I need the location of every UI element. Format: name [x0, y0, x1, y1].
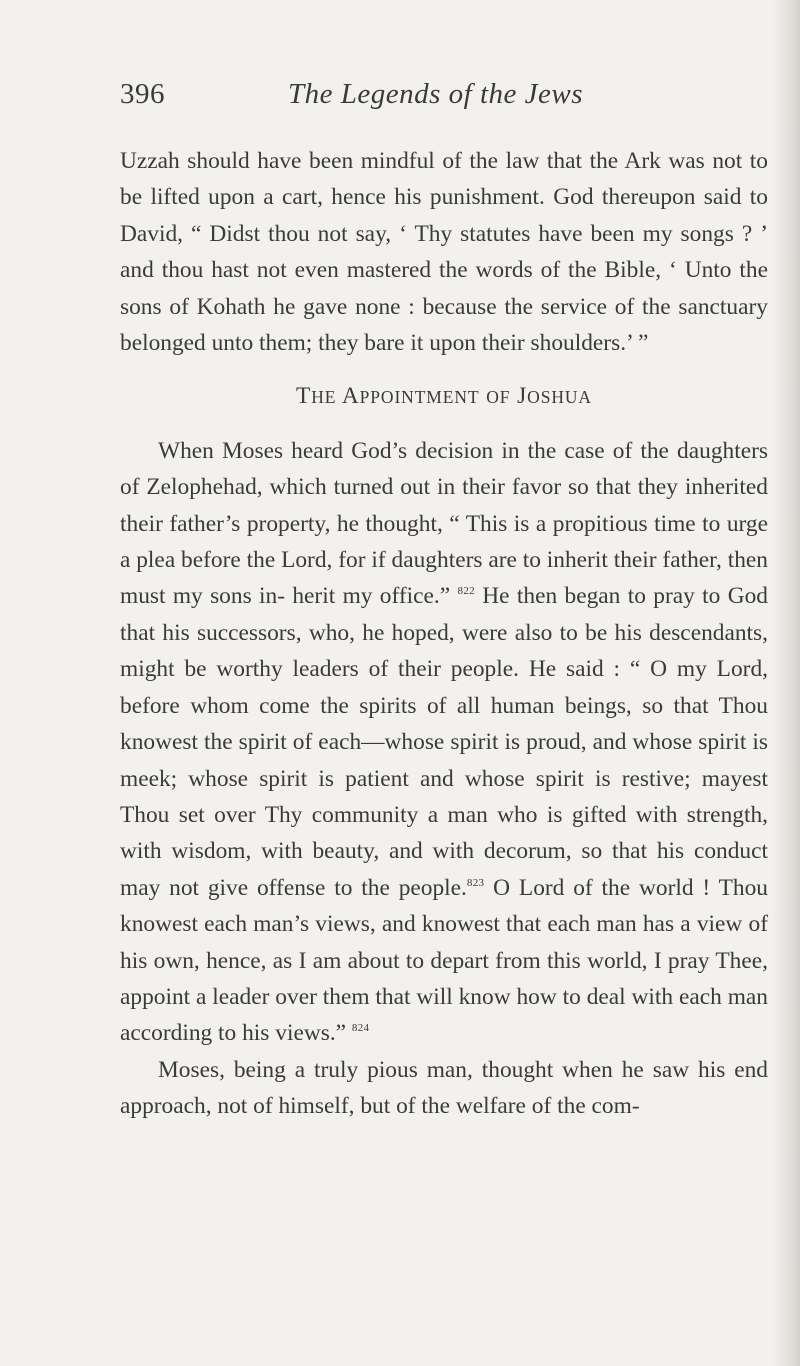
paragraph-text: He then began to pray to God that his successors, who, he hoped, were also to be his descendants, might be worthy leaders of their people. He said : “ O my Lord, before whom come the spirits of all human beings, so that Thou knowest the spirit of each—whose spirit is proud, and whose spirit is meek; whose spirit is patient and whose spirit is restive; mayest Thou set over Thy community a man who is gifted with strength, with wisdom, with beauty, and with decorum, so that his conduct may not give offense to the people. — [120, 583, 768, 901]
heading-word: APPOINTMENT — [341, 383, 480, 410]
running-head: The Legends of the Jews — [288, 78, 584, 110]
page-edge-shadow — [772, 0, 800, 1366]
footnote-ref[interactable]: 824 — [351, 1022, 370, 1035]
page-header — [120, 78, 680, 118]
body-text — [120, 143, 768, 1125]
footnote-ref[interactable]: 822 — [457, 585, 475, 598]
heading-word: THE — [296, 383, 337, 410]
paragraph-text: When Moses heard God’s decision in the case of the daughters of Zelophehad, which turned out in their favor so that they inherited their father’s property, he thought, “ This is a propitious time to urge a plea before the Lord, for if daughters are to inherit their father, then must my sons in- herit my office.” — [120, 437, 768, 610]
page-number: 396 — [120, 78, 165, 110]
footnote-ref[interactable]: 823 — [466, 876, 485, 889]
heading-word: JOSHUA — [517, 383, 592, 410]
section-heading — [120, 378, 768, 415]
paragraph-text: Uzzah should have been mindful of the law that the Ark was not to be lifted upon a cart, hence his punishment. God thereupon said to David, “ Didst thou not say, ‘ Thy statutes have been my songs ? ’ and thou hast not even mastered the words of the Bible, ‘ Unto the sons of Kohath he gave none : because the service of the sanctuary belonged unto them; they bare it upon their shoulders.’ ” — [120, 148, 768, 357]
heading-word: OF — [486, 387, 511, 408]
paragraph-moses-plea — [120, 433, 768, 1052]
paragraph-uzzah — [120, 143, 768, 361]
paragraph-text: O Lord of the world ! Thou knowest each man’s views, and knowest that each man has a view of his own, hence, as I am about to depart from this world, I pray Thee, appoint a leader over them that will know how to deal with each man according to his views.” — [120, 874, 768, 1047]
paragraph-moses-pious — [120, 1052, 768, 1125]
paragraph-text: Moses, being a truly pious man, thought when he saw his end approach, not of himself, but of the welfare of the com- — [120, 1056, 768, 1120]
